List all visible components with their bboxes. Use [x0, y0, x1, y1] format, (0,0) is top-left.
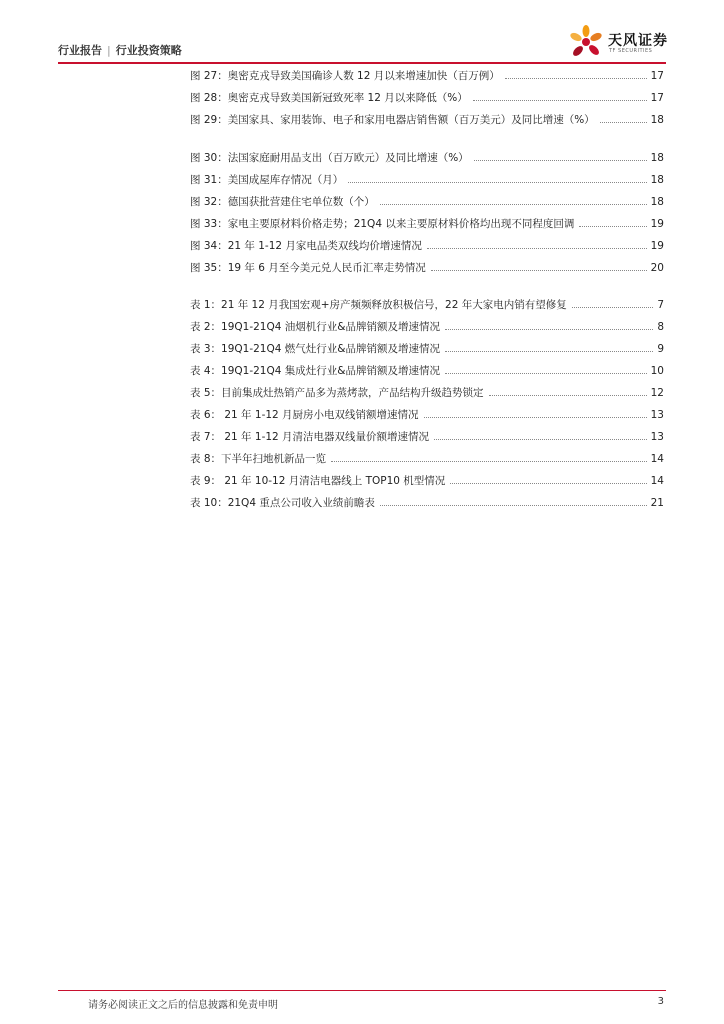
dot-leader — [600, 122, 647, 123]
table-entry[interactable] — [190, 407, 664, 423]
table-entry[interactable] — [190, 429, 664, 445]
entry-label: 表 6： 21 年 1-12 月厨房小电双线销额增速情况 — [190, 407, 422, 423]
entry-page-number: 14 — [650, 475, 664, 487]
entry-page-number: 13 — [650, 431, 664, 443]
dot-leader — [473, 100, 647, 101]
dot-leader — [445, 329, 653, 330]
dot-leader — [450, 483, 647, 484]
entry-label: 图 30：法国家庭耐用品支出（百万欧元）及同比增速（%） — [190, 150, 472, 166]
entry-page-number: 19 — [650, 240, 664, 252]
table-entry[interactable] — [190, 341, 664, 357]
dot-leader — [348, 182, 647, 183]
dot-leader — [572, 307, 653, 308]
figure-entry[interactable] — [190, 172, 664, 188]
figure-entry[interactable] — [190, 112, 664, 128]
logo-text-cn: 天风证券 — [608, 33, 668, 49]
page-number: 3 — [657, 996, 664, 1007]
dot-leader — [489, 395, 647, 396]
logo-text-en: TF SECURITIES — [609, 48, 653, 54]
table-entry[interactable] — [190, 451, 664, 467]
entry-label: 表 9： 21 年 10-12 月清洁电器线上 TOP10 机型情况 — [190, 473, 448, 489]
figure-entry[interactable] — [190, 194, 664, 210]
entry-label: 图 32：德国获批营建住宅单位数（个） — [190, 194, 378, 210]
entry-label: 图 27：奥密克戎导致美国确诊人数 12 月以来增速加快（百万例） — [190, 68, 503, 84]
entry-page-number: 18 — [650, 114, 664, 126]
entry-page-number: 17 — [650, 70, 664, 82]
table-entry[interactable] — [190, 385, 664, 401]
entry-page-number: 10 — [650, 365, 664, 377]
entry-label: 图 35：19 年 6 月至今美元兑人民币汇率走势情况 — [190, 260, 429, 276]
entry-page-number: 19 — [650, 218, 664, 230]
dot-leader — [380, 505, 647, 506]
entry-page-number: 12 — [650, 387, 664, 399]
header-section: 行业报告 — [58, 44, 102, 57]
header-rule — [58, 62, 666, 64]
entry-page-number: 14 — [650, 453, 664, 465]
dot-leader — [445, 351, 653, 352]
header-title — [58, 42, 182, 58]
header-subsection: 行业投资策略 — [115, 44, 182, 57]
entry-label: 图 34：21 年 1-12 月家电品类双线均价增速情况 — [190, 238, 425, 254]
figure-entry[interactable] — [190, 90, 664, 106]
entry-label: 表 3：19Q1-21Q4 燃气灶行业&品牌销额及增速情况 — [190, 341, 443, 357]
dot-leader — [505, 78, 647, 79]
table-entry[interactable] — [190, 495, 664, 511]
figure-entry[interactable] — [190, 150, 664, 166]
entry-page-number: 13 — [650, 409, 664, 421]
figure-entry[interactable] — [190, 68, 664, 84]
dot-leader — [579, 226, 647, 227]
entry-page-number: 7 — [657, 299, 664, 311]
entry-label: 图 29：美国家具、家用装饰、电子和家用电器店销售额（百万美元）及同比增速（%） — [190, 112, 598, 128]
entry-label: 表 10：21Q4 重点公司收入业绩前瞻表 — [190, 495, 378, 511]
entry-label: 表 2：19Q1-21Q4 油烟机行业&品牌销额及增速情况 — [190, 319, 443, 335]
entry-page-number: 17 — [650, 92, 664, 104]
table-entry[interactable] — [190, 297, 664, 313]
logo-flower-icon — [568, 24, 604, 60]
figure-entry[interactable] — [190, 238, 664, 254]
dot-leader — [331, 461, 647, 462]
footer-disclaimer: 请务必阅读正文之后的信息披露和免责申明 — [88, 1000, 278, 1011]
dot-leader — [431, 270, 647, 271]
entry-page-number: 20 — [650, 262, 664, 274]
dot-leader — [434, 439, 647, 440]
entry-label: 图 28：奥密克戎导致美国新冠致死率 12 月以来降低（%） — [190, 90, 471, 106]
entry-label: 表 7： 21 年 1-12 月清洁电器双线量价额增速情况 — [190, 429, 432, 445]
entry-label: 表 1：21 年 12 月我国宏观+房产频频释放积极信号，22 年大家电内销有望修复 — [190, 297, 570, 313]
entry-page-number: 9 — [657, 343, 664, 355]
company-logo — [568, 24, 678, 60]
dot-leader — [424, 417, 647, 418]
figure-entry[interactable] — [190, 260, 664, 276]
table-entry[interactable] — [190, 473, 664, 489]
entry-label: 表 8：下半年扫地机新品一览 — [190, 451, 329, 467]
table-entry[interactable] — [190, 363, 664, 379]
figure-entry[interactable] — [190, 216, 664, 232]
dot-leader — [474, 160, 647, 161]
table-entry[interactable] — [190, 319, 664, 335]
dot-leader — [427, 248, 647, 249]
entry-label: 表 4：19Q1-21Q4 集成灶行业&品牌销额及增速情况 — [190, 363, 443, 379]
dot-leader — [445, 373, 647, 374]
entry-page-number: 21 — [650, 497, 664, 509]
entry-label: 图 33：家电主要原材料价格走势；21Q4 以来主要原材料价格均出现不同程度回调 — [190, 216, 577, 232]
entry-page-number: 18 — [650, 152, 664, 164]
entry-page-number: 18 — [650, 196, 664, 208]
entry-page-number: 8 — [657, 321, 664, 333]
entry-label: 图 31：美国成屋库存情况（月） — [190, 172, 346, 188]
entry-page-number: 18 — [650, 174, 664, 186]
entry-label: 表 5：目前集成灶热销产品多为蒸烤款，产品结构升级趋势锁定 — [190, 385, 487, 401]
header-separator: | — [107, 44, 111, 57]
footer-rule — [58, 990, 666, 991]
dot-leader — [380, 204, 647, 205]
